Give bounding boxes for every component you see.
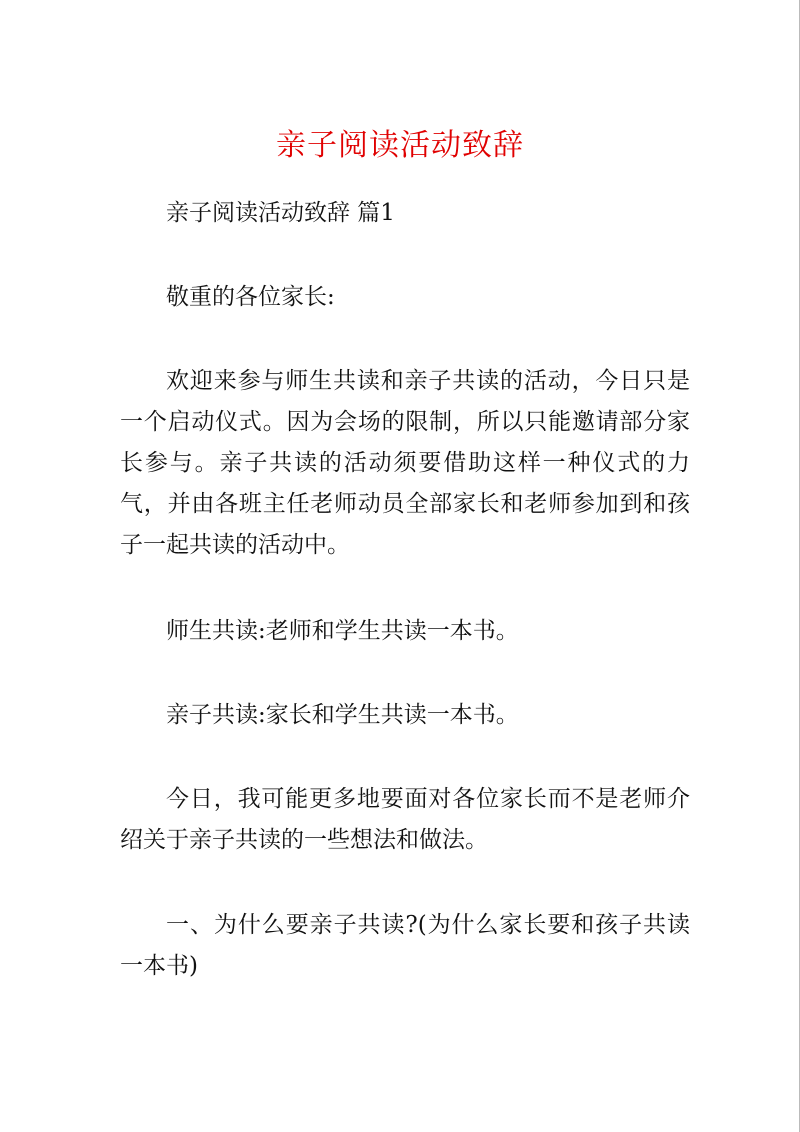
section-heading: 亲子阅读活动致辞 篇1	[166, 200, 395, 226]
teacher-student-reading-paragraph: 师生共读:老师和学生共读一本书。	[166, 618, 519, 644]
parent-child-reading-paragraph: 亲子共读:家长和学生共读一本书。	[166, 702, 519, 728]
today-paragraph: 今日，我可能更多地要面对各位家长而不是老师介绍关于亲子共读的一些想法和做法。	[120, 786, 690, 853]
greeting-paragraph: 敬重的各位家长:	[166, 284, 335, 310]
question-one-paragraph: 一、为什么要亲子共读?(为什么家长要和孩子共读一本书)	[120, 912, 690, 979]
intro-paragraph: 欢迎来参与师生共读和亲子共读的活动，今日只是一个启动仪式。因为会场的限制，所以只能邀请部分家长参与。亲子共读的活动须要借助这样一种仪式的力气，并由各班主任老师动员全部家长和老师参加到和孩子一起共读的活动中。	[120, 368, 690, 558]
document-title: 亲子阅读活动致辞	[276, 128, 524, 163]
